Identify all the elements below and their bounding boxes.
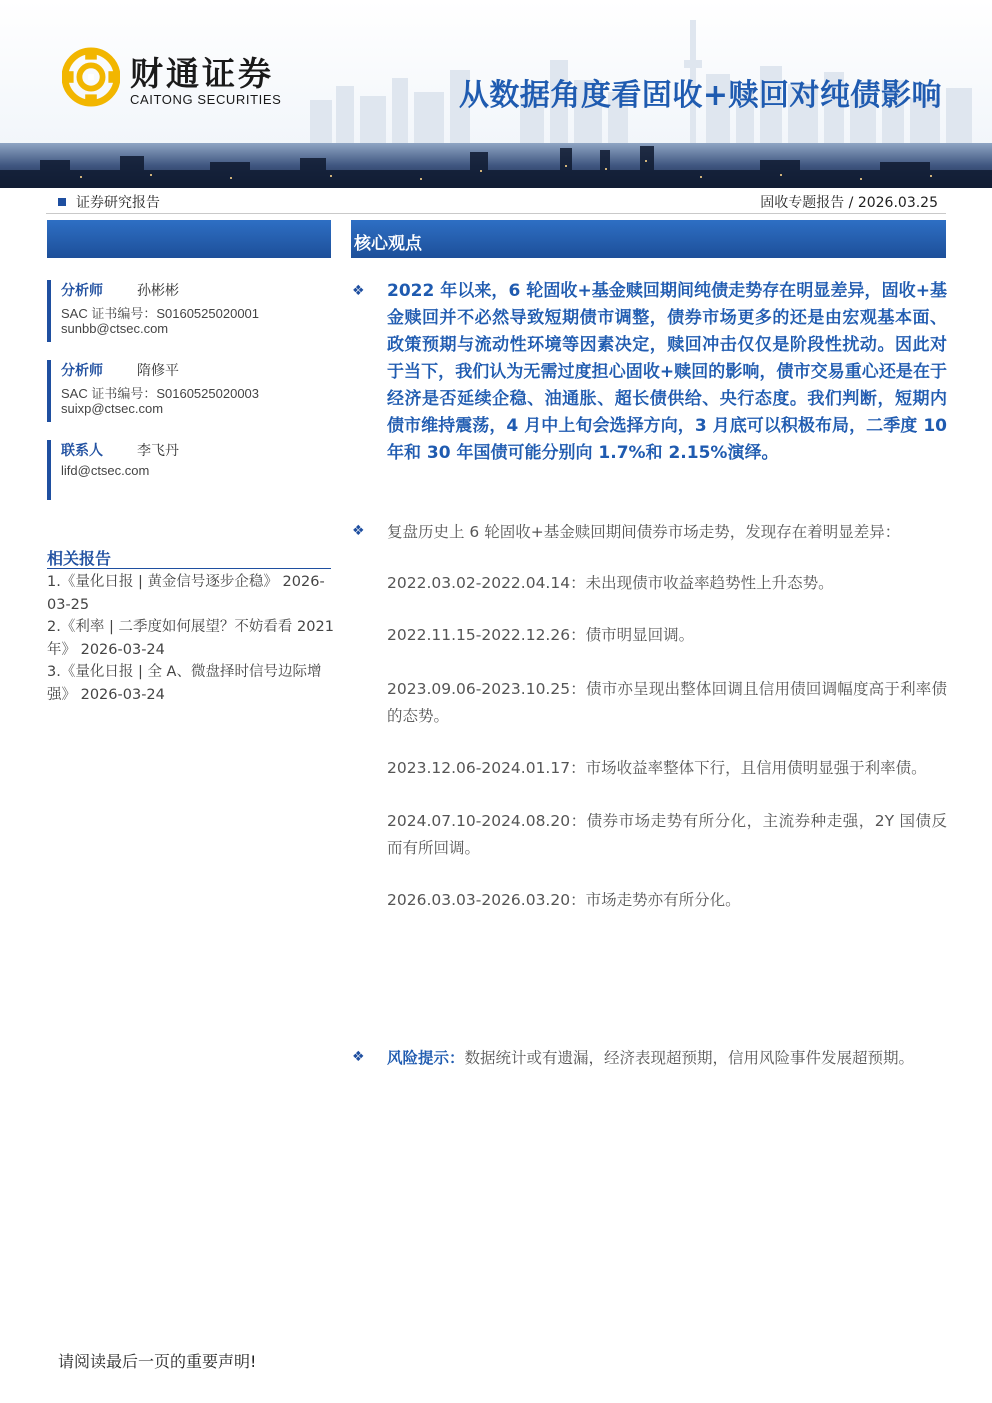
contact-card bbox=[47, 440, 331, 500]
diamond-bullet-icon: ❖ bbox=[352, 283, 365, 299]
analyst-header bbox=[61, 280, 179, 300]
analyst-card bbox=[47, 280, 331, 342]
related-reports-title: 相关报告 bbox=[47, 549, 112, 568]
core-view-title: 核心观点 bbox=[354, 234, 422, 254]
logo-english-name: CAITONG SECURITIES bbox=[130, 92, 282, 107]
related-reports-list bbox=[47, 571, 337, 706]
report-category-date: 固收专题报告 / 2026.03.25 bbox=[760, 195, 938, 211]
analyst-accent-bar bbox=[47, 280, 51, 342]
risk-warning bbox=[387, 1045, 957, 1071]
caitong-coin-logo-icon bbox=[62, 46, 120, 108]
report-type-label bbox=[58, 192, 160, 212]
risk-warning-text: 数据统计或有遗漏，经济表现超预期，信用风险事件发展超预期。 bbox=[464, 1049, 915, 1067]
redemption-period-item: 2026.03.03-2026.03.20：市场走势亦有所分化。 bbox=[387, 891, 741, 909]
analyst-role: 分析师 bbox=[61, 283, 103, 299]
header-divider bbox=[46, 213, 946, 214]
related-reports-divider bbox=[47, 568, 331, 569]
analyst-email[interactable]: sunbb@ctsec.com bbox=[61, 321, 169, 336]
review-intro-text: 复盘历史上 6 轮固收+基金赎回期间债券市场走势，发现存在着明显差异： bbox=[387, 523, 901, 541]
diamond-bullet-icon: ❖ bbox=[352, 523, 365, 539]
core-view-banner bbox=[351, 220, 946, 258]
report-type-text: 证券研究报告 bbox=[76, 195, 160, 211]
company-logo bbox=[62, 44, 302, 114]
related-report-item[interactable]: 2.《利率 | 二季度如何展望？不妨看看 2021年》 2026-03-24 bbox=[47, 619, 334, 658]
footer-disclaimer-note: 请阅读最后一页的重要声明! bbox=[58, 1352, 257, 1371]
contact-role: 联系人 bbox=[61, 443, 103, 459]
risk-warning-label: 风险提示： bbox=[387, 1049, 465, 1067]
square-bullet-icon bbox=[58, 198, 66, 206]
logo-chinese-name: 财通证券 bbox=[130, 54, 274, 93]
diamond-bullet-icon: ❖ bbox=[352, 1049, 365, 1065]
analyst-name: 隋修平 bbox=[137, 363, 179, 379]
related-report-item[interactable]: 3.《量化日报 | 全 A、微盘择时信号边际增强》 2026-03-24 bbox=[47, 664, 322, 703]
analyst-sac-number: SAC 证书编号：S0160525020001 bbox=[61, 306, 260, 321]
analyst-sac-number: SAC 证书编号：S0160525020003 bbox=[61, 386, 260, 401]
analyst-header bbox=[61, 360, 179, 380]
contact-header bbox=[61, 440, 179, 460]
report-header bbox=[0, 0, 992, 188]
analyst-card bbox=[47, 360, 331, 422]
analyst-role: 分析师 bbox=[61, 363, 103, 379]
redemption-period-item: 2022.03.02-2022.04.14：未出现债市收益率趋势性上升态势。 bbox=[387, 574, 834, 592]
redemption-period-item: 2023.12.06-2024.01.17：市场收益率整体下行，且信用债明显强于利率债。 bbox=[387, 759, 927, 777]
redemption-period-item: 2024.07.10-2024.08.20：债券市场走势有所分化，主流券种走强，2Y 国债反而有所回调。 bbox=[387, 812, 947, 857]
contact-name: 李飞丹 bbox=[137, 443, 179, 459]
report-title: 从数据角度看固收+赎回对纯债影响 bbox=[458, 78, 942, 113]
redemption-period-item: 2023.09.06-2023.10.25：债市亦呈现出整体回调且信用债回调幅度高于利率债的态势。 bbox=[387, 680, 947, 725]
redemption-period-item: 2022.11.15-2022.12.26：债市明显回调。 bbox=[387, 626, 695, 644]
contact-accent-bar bbox=[47, 440, 51, 500]
analyst-email[interactable]: suixp@ctsec.com bbox=[61, 401, 164, 416]
core-main-point: 2022 年以来，6 轮固收+基金赎回期间纯债走势存在明显差异，固收+基金赎回并不必然导致短期债市调整，债券市场更多的还是由宏观基本面、政策预期与流动性环境等因素决定，赎回冲击仅仅是阶段性扰动。因此对于当下，我们认为无需过度担心固收+赎回的影响，债市交易重心还是在于经济是否延续企稳、油通胀、超长债供给、央行态度。我们判断，短期内债市维持震荡，4 月中上旬会选择方向，3 月底可以积极布局，二季度 10 年和 30 年国债可能分别向 1.7%和 2.15%演绎。 bbox=[387, 281, 947, 463]
analyst-accent-bar bbox=[47, 360, 51, 422]
analyst-name: 孙彬彬 bbox=[137, 283, 179, 299]
contact-email[interactable]: lifd@ctsec.com bbox=[61, 463, 150, 478]
left-column-banner bbox=[47, 220, 331, 258]
related-report-item[interactable]: 1.《量化日报 | 黄金信号逐步企稳》 2026-03-25 bbox=[47, 574, 325, 613]
